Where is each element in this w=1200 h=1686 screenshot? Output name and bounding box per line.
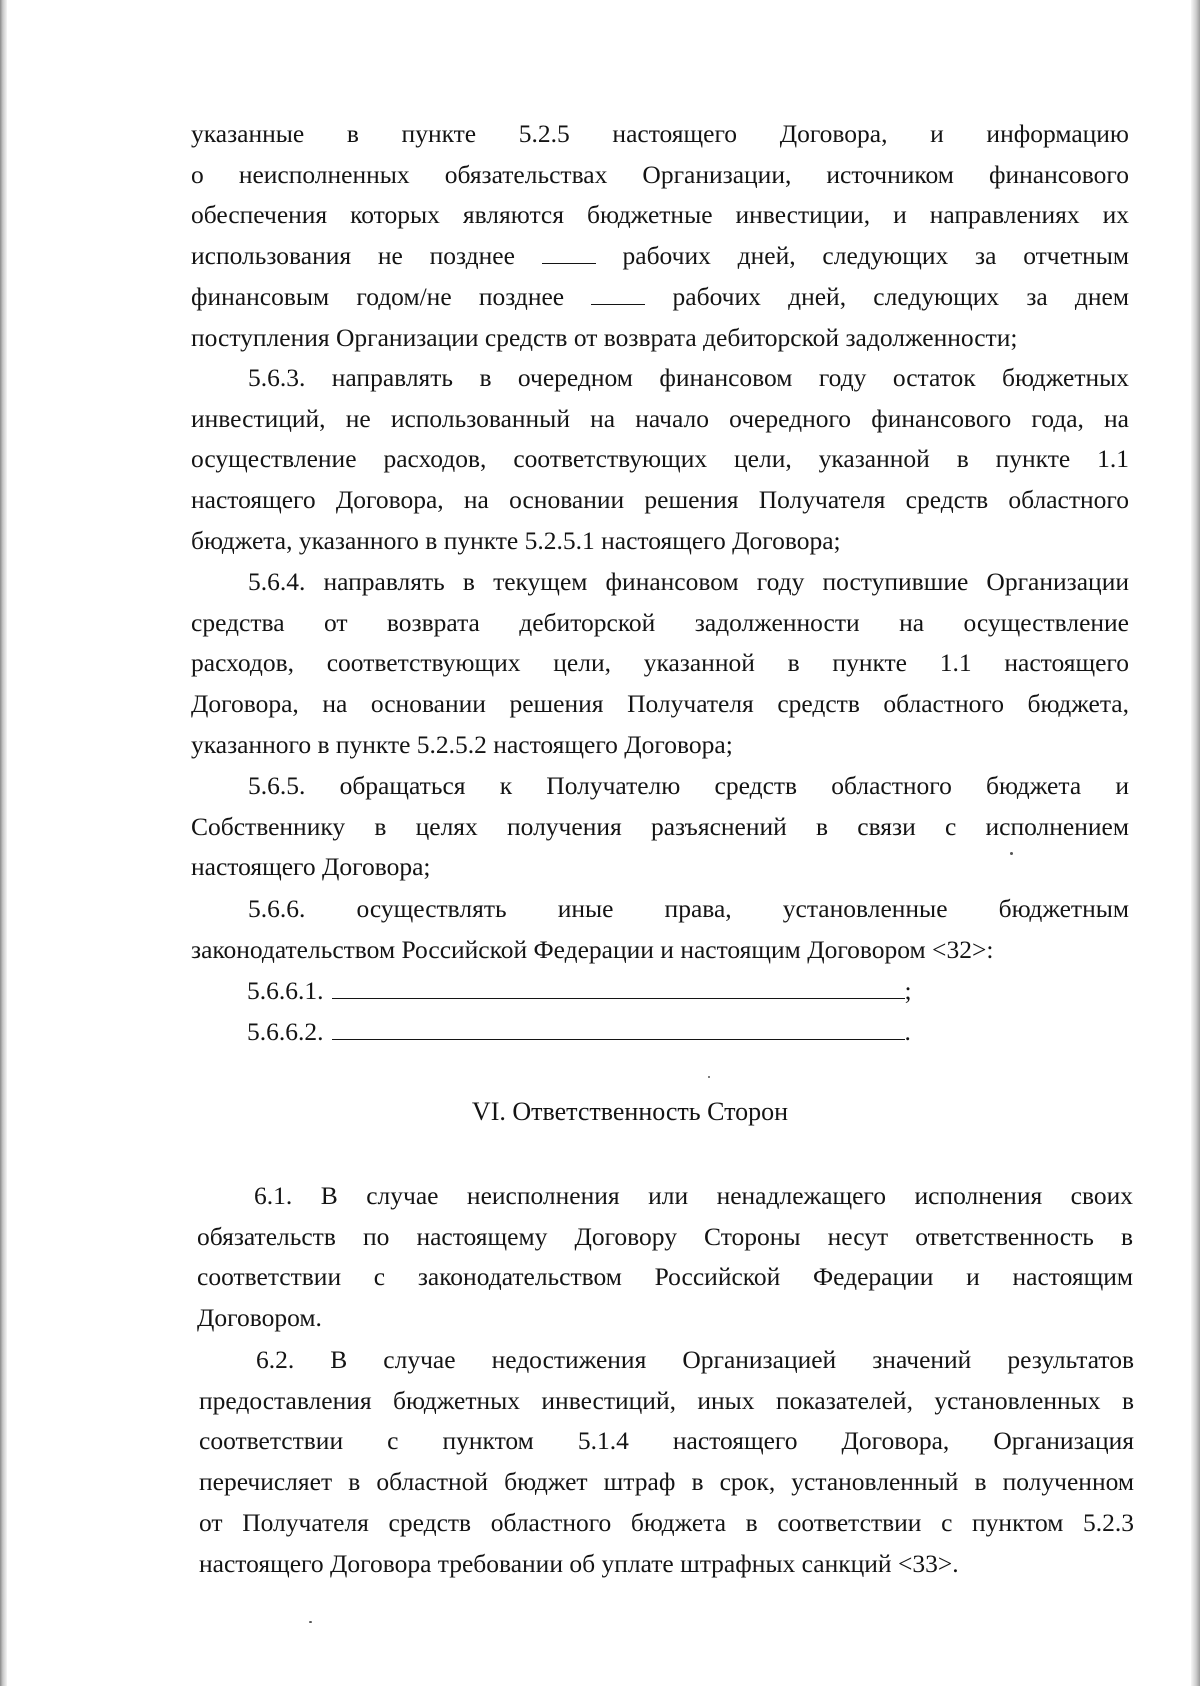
- scan-edge-left: [0, 0, 7, 1686]
- paragraph-continuation: [191, 114, 1129, 358]
- text-line: настоящего Договора требовании об уплате штрафных санкций <33>.: [199, 1548, 959, 1578]
- text-line: 5.6.3. направлять в очередном финансовом году остаток бюджетных: [248, 363, 1129, 392]
- paragraph-6-1: [197, 1176, 1133, 1339]
- text-line: от Получателя средств областного бюджета в соответствии с пунктом 5.2.3: [199, 1507, 1134, 1537]
- text-line: поступления Организации средств от возврата дебиторской задолженности;: [191, 322, 1018, 352]
- text-line: 6.1. В случае неисполнения или ненадлежащего исполнения своих: [254, 1181, 1133, 1210]
- text-line: Договора, на основании решения Получателя средств областного бюджета,: [191, 689, 1129, 719]
- text-line: указанные в пункте 5.2.5 настоящего Договора, и информацию: [191, 119, 1129, 148]
- paragraph-5-6-5: [191, 766, 1129, 888]
- text-line: соответствии с пунктом 5.1.4 настоящего Договора, Организация: [199, 1426, 1134, 1456]
- text-line: соответствии с законодательством Российской Федерации и настоящим: [197, 1262, 1133, 1292]
- scan-speck: [1010, 852, 1013, 855]
- text-fragment: рабочих дней, следующих за днем: [672, 281, 1129, 311]
- item-end-punct: .: [904, 1017, 911, 1046]
- text-line: обязательств по настоящему Договору Стороны несут ответственность в: [197, 1221, 1133, 1251]
- paragraph-6-2: [199, 1340, 1134, 1584]
- text-line: предоставления бюджетных инвестиций, иных показателей, установленных в: [199, 1385, 1134, 1415]
- item-number: 5.6.6.1.: [247, 976, 324, 1005]
- blank-field: [332, 1017, 905, 1040]
- scan-edge-right: [1191, 0, 1200, 1686]
- text-line: 5.6.6. осуществлять иные права, установленные бюджетным: [248, 894, 1129, 923]
- text-line: Собственнику в целях получения разъяснений в связи с исполнением: [191, 811, 1129, 841]
- text-fragment: финансовым годом/не позднее: [191, 281, 565, 311]
- text-line: 6.2. В случае недостижения Организацией значений результатов: [256, 1345, 1134, 1374]
- fill-item-5-6-6-1: [247, 971, 912, 1011]
- text-line: о неисполненных обязательствах Организации, источником финансового: [191, 159, 1129, 189]
- text-line: 5.6.5. обращаться к Получателю средств областного бюджета и: [248, 771, 1129, 800]
- section-heading: VI. Ответственность Сторон: [471, 1097, 789, 1126]
- text-line: настоящего Договора, на основании решения Получателя средств областного: [191, 485, 1129, 515]
- text-line: инвестиций, не использованный на начало очередного финансового года, на: [191, 403, 1129, 433]
- text-line-with-blank: [191, 277, 1129, 318]
- text-line: законодательством Российской Федерации и настоящим Договором <32>:: [191, 934, 994, 964]
- item-number: 5.6.6.2.: [247, 1017, 324, 1046]
- blank-field: [542, 243, 596, 264]
- paragraph-5-6-4: [191, 562, 1129, 766]
- text-fragment: использования не позднее: [191, 241, 515, 271]
- text-line: средства от возврата дебиторской задолженности на осуществление: [191, 607, 1129, 637]
- text-line: расходов, соответствующих цели, указанной в пункте 1.1 настоящего: [191, 648, 1129, 678]
- text-line: указанного в пункте 5.2.5.2 настоящего Договора;: [191, 729, 733, 759]
- text-line-with-blank: [191, 236, 1129, 277]
- text-line: осуществление расходов, соответствующих цели, указанной в пункте 1.1: [191, 444, 1129, 474]
- scan-speck: [708, 1076, 710, 1078]
- text-line: Договором.: [197, 1303, 322, 1333]
- scan-speck: [309, 1621, 312, 1623]
- text-line: бюджета, указанного в пункте 5.2.5.1 настоящего Договора;: [191, 525, 841, 555]
- blank-field: [332, 976, 905, 999]
- item-end-punct: ;: [904, 976, 912, 1005]
- blank-field: [591, 284, 645, 305]
- text-line: 5.6.4. направлять в текущем финансовом году поступившие Организации: [248, 567, 1129, 596]
- text-fragment: рабочих дней, следующих за отчетным: [622, 241, 1129, 271]
- text-line: перечисляет в областной бюджет штраф в срок, установленный в полученном: [199, 1467, 1134, 1497]
- paragraph-5-6-3: [191, 358, 1129, 562]
- text-line: обеспечения которых являются бюджетные инвестиции, и направлениях их: [191, 200, 1129, 230]
- fill-item-5-6-6-2: [247, 1012, 911, 1052]
- paragraph-5-6-6: [191, 889, 1129, 970]
- text-line: настоящего Договора;: [191, 852, 431, 882]
